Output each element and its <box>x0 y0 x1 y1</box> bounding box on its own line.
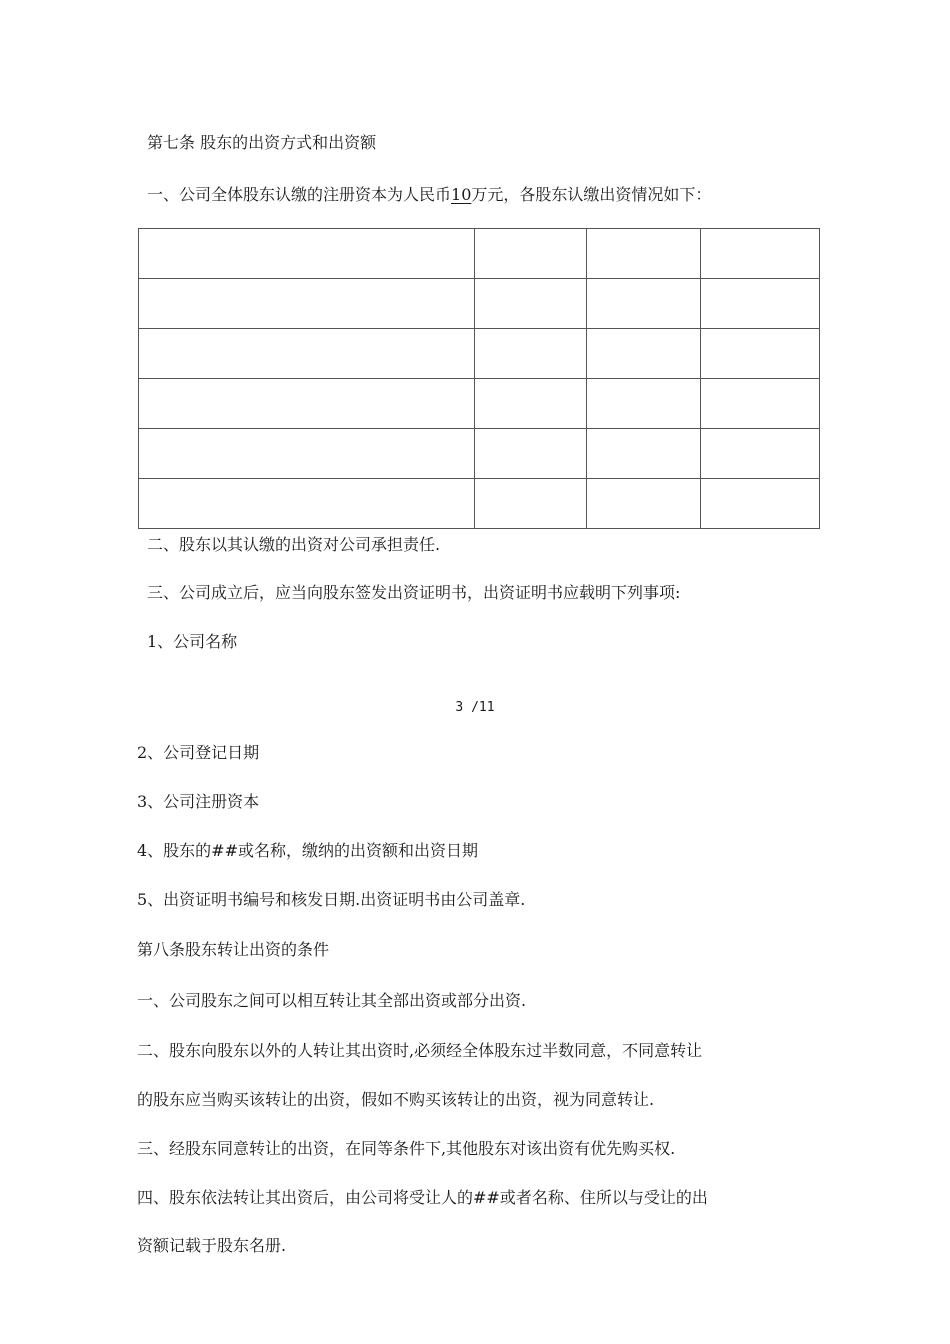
table-row <box>139 329 820 379</box>
shareholder-contribution-table <box>138 228 820 529</box>
capital-text-suffix: 万元，各股东认缴出资情况如下： <box>471 185 712 204</box>
table-cell <box>139 429 475 479</box>
table-cell <box>139 329 475 379</box>
paragraph: 二、股东向股东以外的人转让其出资时,必须经全体股东过半数同意，不同意转让 <box>137 1041 703 1060</box>
capital-amount: 10 <box>451 185 472 204</box>
article-7-title: 第七条 股东的出资方式和出资额 <box>147 133 377 152</box>
table-cell <box>587 279 701 329</box>
table-row <box>139 479 820 529</box>
table-row <box>139 429 820 479</box>
table-cell <box>701 279 820 329</box>
table-cell <box>475 279 587 329</box>
table-cell <box>701 429 820 479</box>
table-cell <box>587 429 701 479</box>
table-cell <box>475 329 587 379</box>
table-cell <box>587 379 701 429</box>
paragraph: 资额记载于股东名册. <box>137 1236 287 1255</box>
table-row <box>139 279 820 329</box>
capital-paragraph <box>147 185 711 205</box>
page-number: 3 /11 <box>455 700 495 715</box>
table-cell <box>475 229 587 279</box>
capital-text-prefix: 一、公司全体股东认缴的注册资本为人民币 <box>147 185 452 204</box>
table-cell <box>475 379 587 429</box>
paragraph: 三、经股东同意转让的出资，在同等条件下,其他股东对该出资有优先购买权. <box>137 1139 676 1158</box>
liability-paragraph: 二、股东以其认缴的出资对公司承担责任. <box>147 535 441 554</box>
table-cell <box>139 479 475 529</box>
table-cell <box>587 229 701 279</box>
list-item: 4、股东的##或名称，缴纳的出资额和出资日期 <box>137 841 478 860</box>
list-item: 1、公司名称 <box>147 632 238 651</box>
table-cell <box>587 479 701 529</box>
article-8-title: 第八条股东转让出资的条件 <box>137 940 330 959</box>
certificate-paragraph: 三、公司成立后，应当向股东签发出资证明书，出资证明书应载明下列事项: <box>147 583 681 602</box>
paragraph: 四、股东依法转让其出资后，由公司将受让人的##或者名称、住所以与受让的出 <box>137 1188 708 1207</box>
table-cell <box>139 279 475 329</box>
table-cell <box>475 479 587 529</box>
table-cell <box>139 229 475 279</box>
table-cell <box>139 379 475 429</box>
table-row <box>139 379 820 429</box>
table-cell <box>701 329 820 379</box>
table-cell <box>701 229 820 279</box>
paragraph: 的股东应当购买该转让的出资，假如不购买该转让的出资，视为同意转让. <box>137 1090 655 1109</box>
table-cell <box>475 429 587 479</box>
paragraph: 一、公司股东之间可以相互转让其全部出资或部分出资. <box>137 991 527 1010</box>
table-cell <box>587 329 701 379</box>
table-row <box>139 229 820 279</box>
list-item: 2、公司登记日期 <box>137 743 260 762</box>
table-cell <box>701 379 820 429</box>
table-cell <box>701 479 820 529</box>
list-item: 3、公司注册资本 <box>137 792 260 811</box>
list-item: 5、出资证明书编号和核发日期.出资证明书由公司盖章. <box>137 890 526 909</box>
